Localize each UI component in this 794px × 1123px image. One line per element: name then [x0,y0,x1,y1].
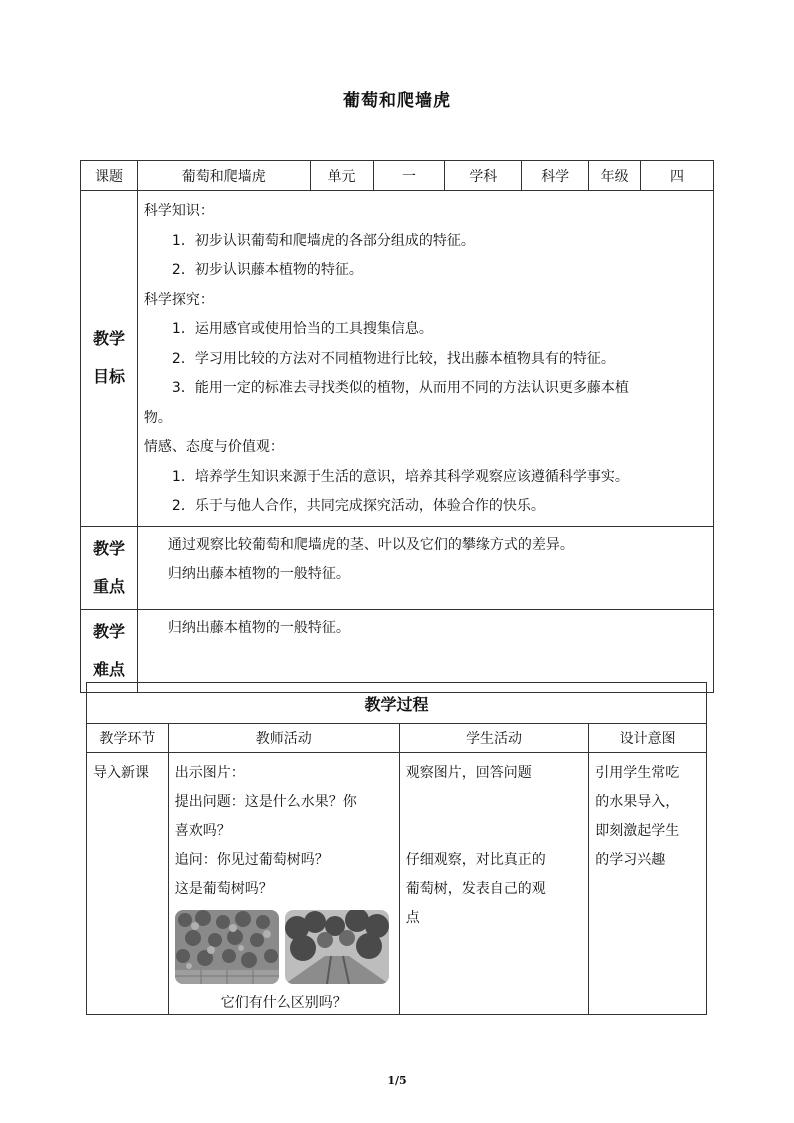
header-unit-label: 单元 [310,161,373,191]
key-points-label: 教学 重点 [81,526,138,609]
header-topic-value: 葡萄和爬墙虎 [137,161,310,191]
objective-line: 2．初步认识藤本植物的特征。 [171,262,363,278]
teacher-activity-cell: 出示图片： 提出问题：这是什么水果？你 喜欢吗？ 追问：你见过葡萄树吗？ 这是葡萄树吗？ 它们有什么区别吗？ [168,753,399,1015]
column-header: 学生活动 [399,724,588,753]
difficulties-content [137,609,713,692]
teaching-process-table [86,682,707,1015]
difficulties-label: 教学 难点 [81,609,138,692]
objectives-content [137,191,713,527]
column-header: 教师活动 [168,724,399,753]
header-topic-label: 课题 [81,161,138,191]
photo-caption: 它们有什么区别吗？ [220,995,347,1011]
grapevine-photo [285,910,389,984]
objective-line: 物。 [143,409,172,426]
key-point-line: 通过观察比较葡萄和爬墙虎的茎、叶以及它们的攀缘方式的差异。 [167,536,574,553]
key-points-content [137,526,713,609]
process-row [87,753,707,1015]
design-intent-cell: 引用学生常吃 的水果导入， 即刻激起学生 的学习兴趣 [589,753,707,1015]
header-subject-label: 学科 [445,161,522,191]
objective-line: 科学知识： [143,203,214,219]
stage-cell: 导入新课 [87,753,169,1015]
column-header: 设计意图 [589,724,707,753]
lesson-info-table [80,160,714,693]
process-title: 教学过程 [87,683,707,724]
objective-line: 情感、态度与价值观： [143,439,284,455]
objectives-label: 教学 目标 [81,191,138,527]
page-number: 1/5 [387,1074,407,1087]
objective-line: 1．培养学生知识来源于生活的意识，培养其科学观察应该遵循科学事实。 [171,468,629,485]
column-header: 教学环节 [87,724,169,753]
objective-line: 1．初步认识葡萄和爬墙虎的各部分组成的特征。 [171,232,475,249]
objective-line: 2．学习用比较的方法对不同植物进行比较，找出藤本植物具有的特征。 [171,350,615,367]
header-grade-value: 四 [641,161,714,191]
difficulty-line: 归纳出藤本植物的一般特征。 [167,619,350,636]
objective-line: 科学探究： [143,291,214,308]
photo-pair [175,910,393,984]
process-header-row [87,724,707,753]
header-grade-label: 年级 [589,161,641,191]
key-point-line: 归纳出藤本植物的一般特征。 [167,566,350,582]
document-title: 葡萄和爬墙虎 [343,91,451,111]
student-activity-cell: 观察图片，回答问题 仔细观察，对比真正的 葡萄树，发表自己的观 点 [399,753,588,1015]
objective-line: 1．运用感官或使用恰当的工具搜集信息。 [171,321,433,337]
difficulties-row [81,609,714,692]
ivy-wall-photo [175,910,279,984]
header-row [81,161,714,191]
objectives-row [81,191,714,527]
header-subject-value: 科学 [522,161,589,191]
objective-line: 2．乐于与他人合作，共同完成探究活动，体验合作的快乐。 [171,498,545,514]
key-points-row [81,526,714,609]
header-unit-value: 一 [373,161,445,191]
objective-line: 3．能用一定的标准去寻找类似的植物，从而用不同的方法认识更多藤本植 [171,380,629,396]
